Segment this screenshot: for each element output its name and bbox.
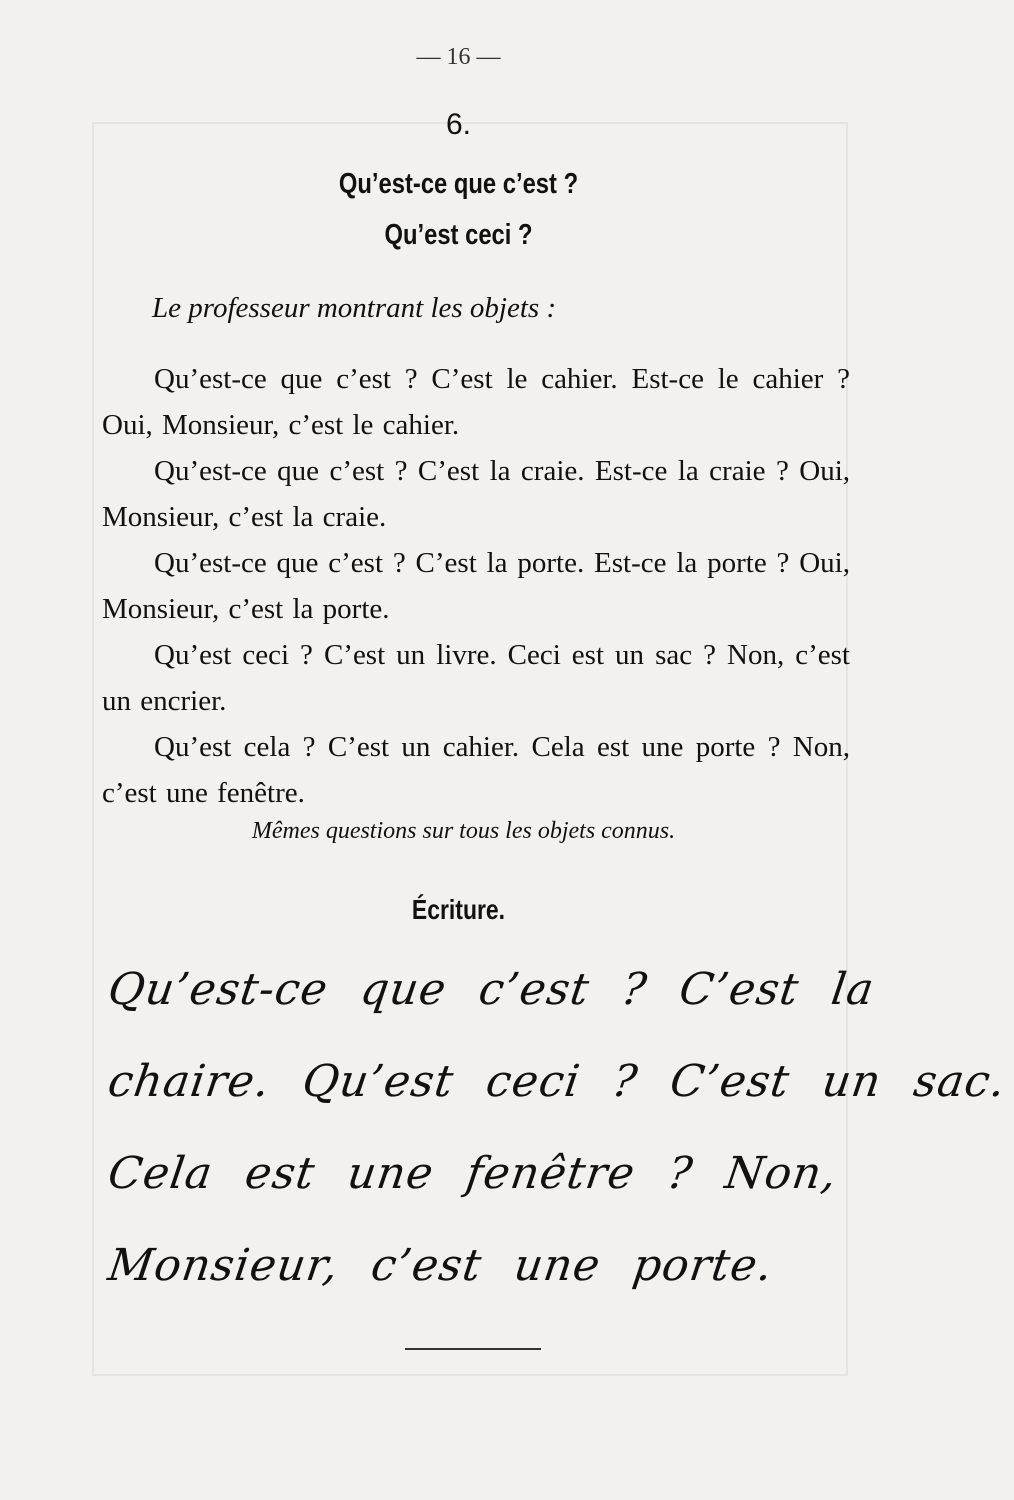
dialogue-paragraph: Qu’est-ce que c’est ? C’est la craie. Est-ce la craie ? Oui, Monsieur, c’est la craie.: [102, 455, 850, 533]
lesson-heading-what-is-it: Qu’est-ce que c’est ?: [338, 168, 579, 200]
handwriting-line: Cela est une fenêtre ? Non,: [104, 1148, 841, 1199]
handwriting-exercise: [104, 930, 1010, 1298]
writing-section-title: Écriture.: [411, 894, 506, 925]
dialogue-paragraph: Qu’est ceci ? C’est un livre. Ceci est un sac ? Non, c’est un encrier.: [102, 639, 850, 717]
handwriting-line: Monsieur, c’est une porte.: [104, 1240, 777, 1291]
end-rule-divider: [405, 1348, 541, 1350]
exercise-note: Mêmes questions sur tous les objets connus.: [251, 818, 676, 844]
dialogue-paragraph: Qu’est-ce que c’est ? C’est le cahier. Est-ce le cahier ? Oui, Monsieur, c’est le cahier.: [102, 363, 850, 441]
dialogue-paragraph: Qu’est-ce que c’est ? C’est la porte. Est-ce la porte ? Oui, Monsieur, c’est la porte.: [102, 547, 850, 625]
lesson-number: 6.: [445, 108, 472, 141]
lesson-heading-what-is-this: Qu’est ceci ?: [384, 219, 533, 251]
handwriting-line: chaire. Qu’est ceci ? C’est un sac.: [104, 1056, 1010, 1107]
page-number: — 16 —: [416, 44, 501, 70]
handwriting-line: Qu’est-ce que c’est ? C’est la: [104, 964, 878, 1015]
dialogue-paragraph: Qu’est cela ? C’est un cahier. Cela est une porte ? Non, c’est une fenêtre.: [102, 731, 850, 809]
teacher-instruction: Le professeur montrant les objets :: [152, 292, 557, 324]
dialogue-paragraphs: [102, 356, 850, 816]
